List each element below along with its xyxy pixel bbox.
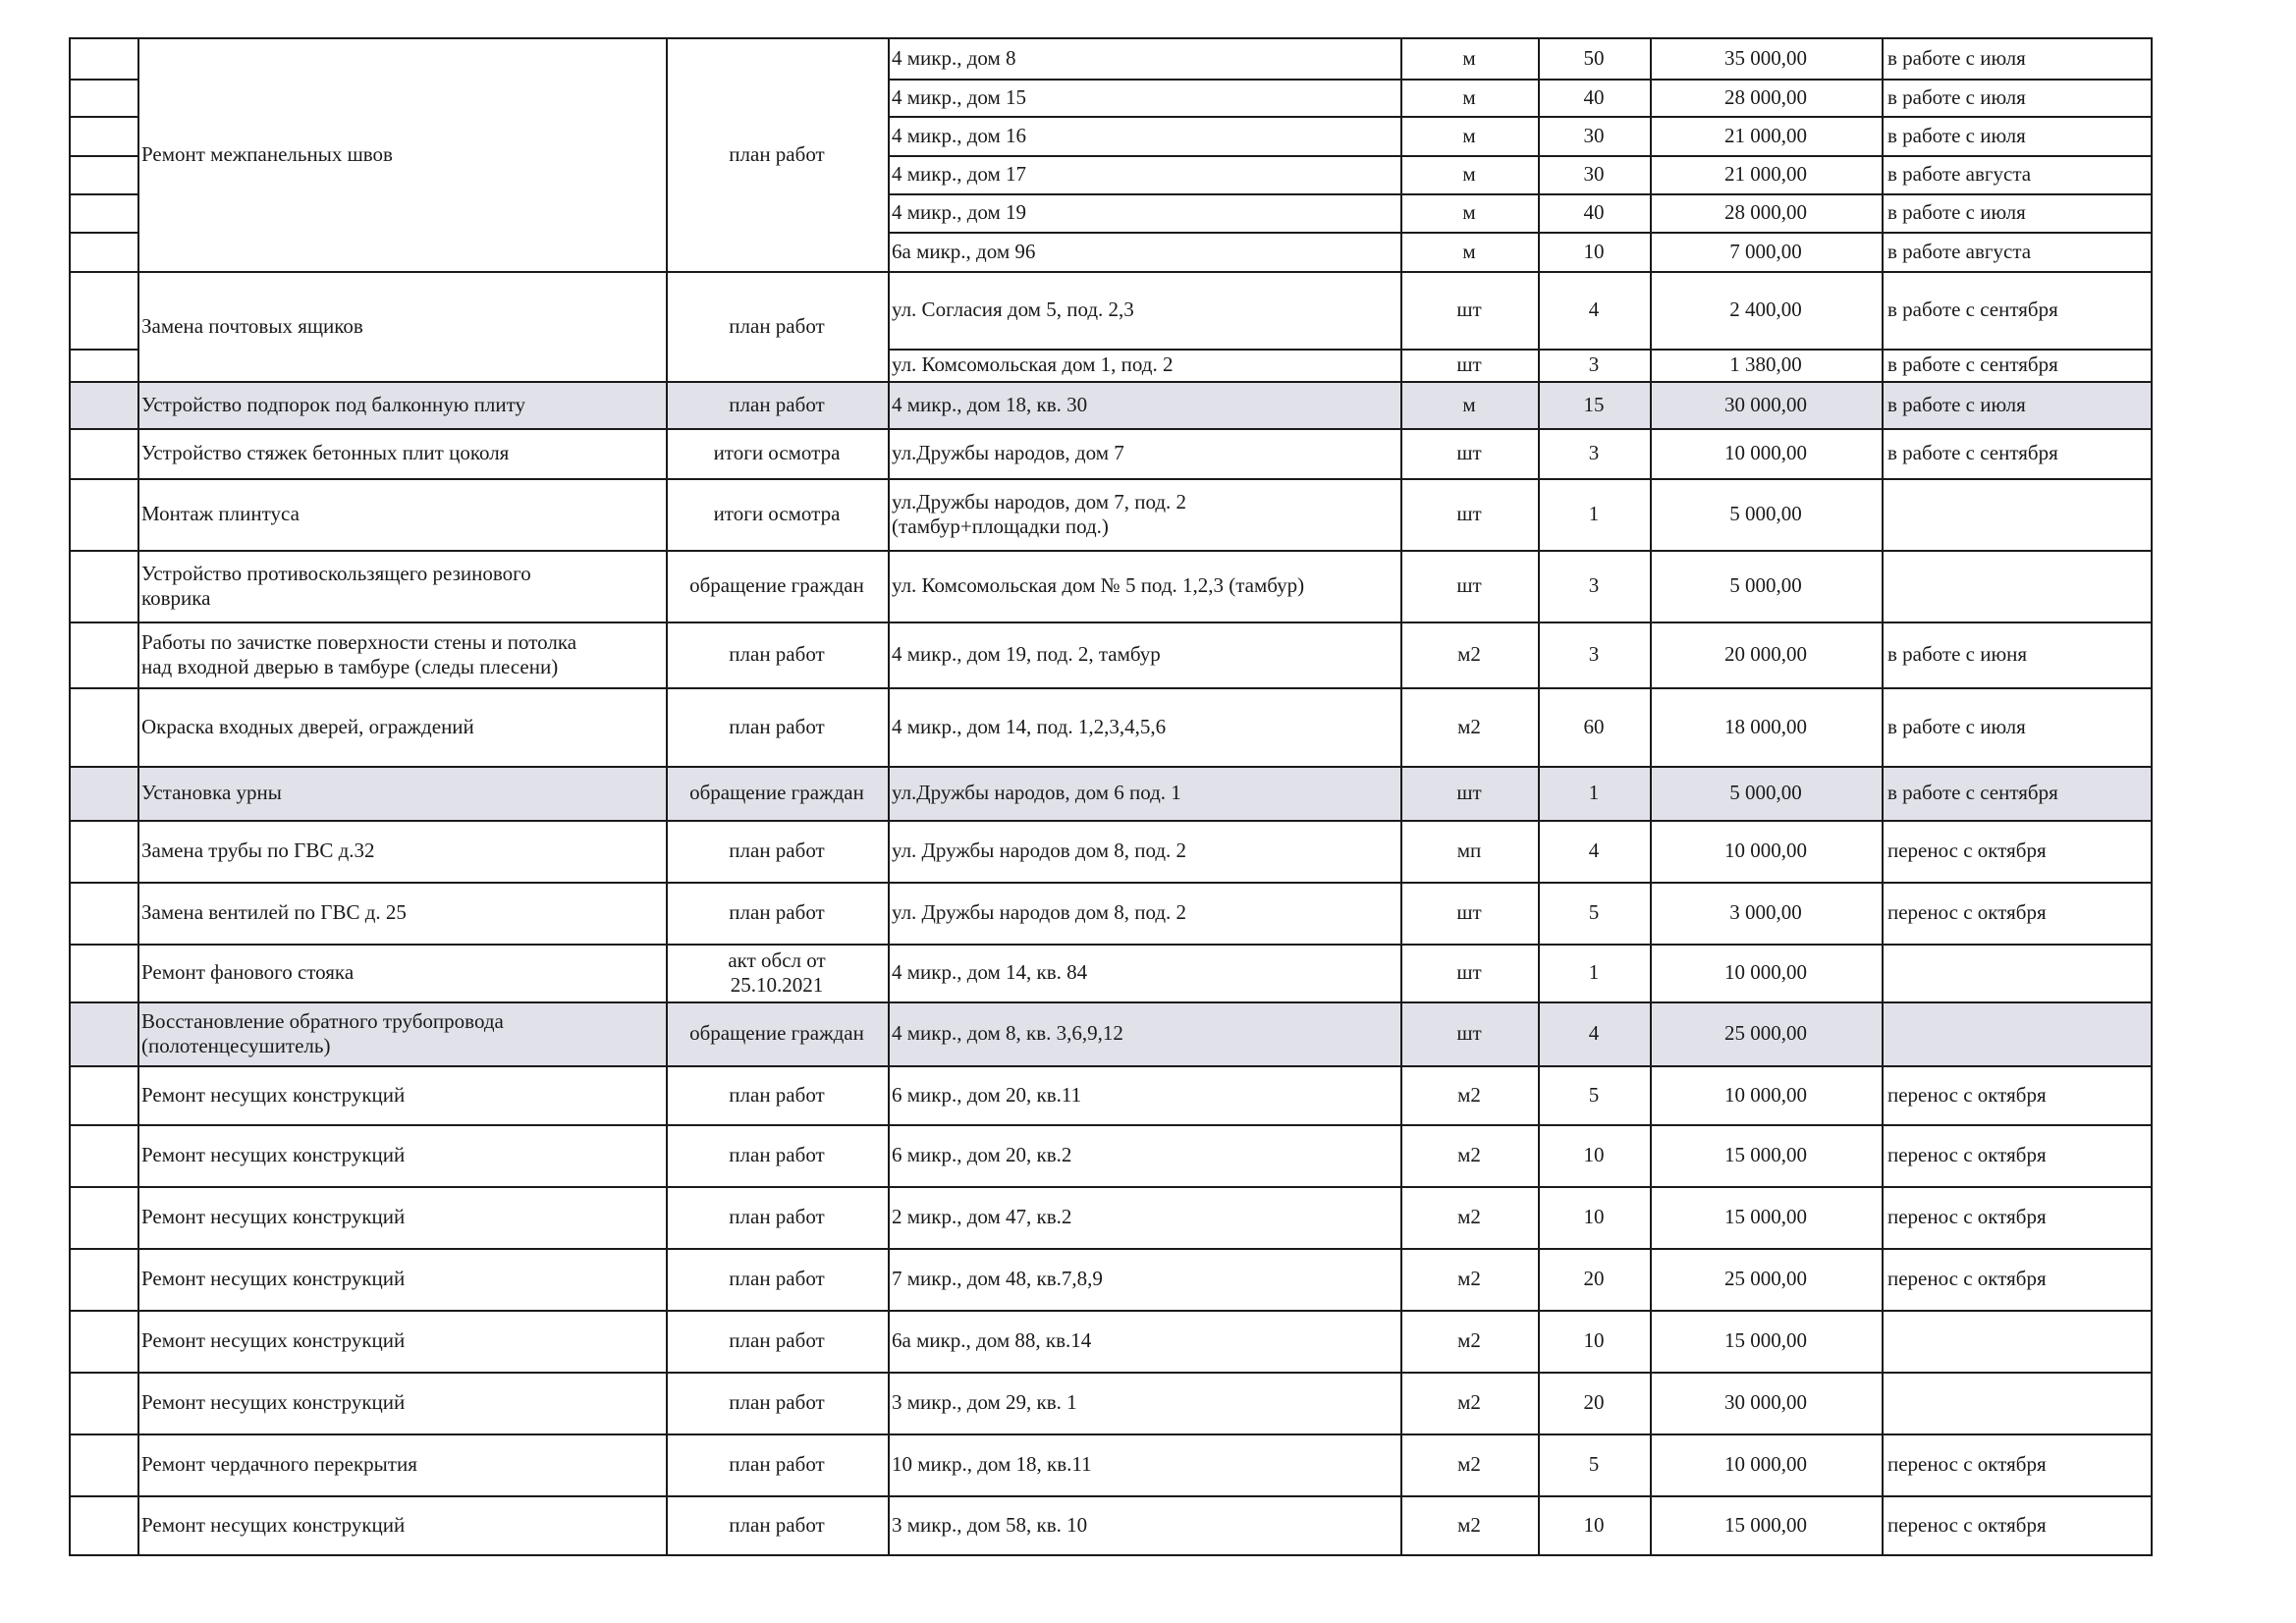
quantity: 10: [1583, 1512, 1605, 1537]
unit: м: [1462, 162, 1476, 186]
table-rule-vertical: [2151, 37, 2153, 1556]
unit: м2: [1457, 642, 1481, 666]
address: 7 микр., дом 48, кв.7,8,9: [892, 1267, 1103, 1290]
group-basis: план работ: [729, 313, 825, 338]
work-basis: план работ: [729, 1390, 825, 1414]
amount: 15 000,00: [1724, 1205, 1807, 1228]
amount: 25 000,00: [1724, 1267, 1807, 1290]
address: 6 микр., дом 20, кв.2: [892, 1143, 1072, 1166]
work-basis: акт обсл от 25.10.2021: [728, 947, 826, 997]
amount: 15 000,00: [1724, 1328, 1807, 1352]
status-note: [1882, 1372, 2151, 1434]
quantity: 10: [1583, 239, 1605, 263]
unit: м2: [1457, 1082, 1481, 1107]
address: 3 микр., дом 29, кв. 1: [892, 1390, 1077, 1414]
address: 4 микр., дом 19, под. 2, тамбур: [892, 642, 1161, 666]
work-basis: обращение граждан: [689, 573, 864, 597]
status-note: перенос с октября: [1887, 1452, 2047, 1476]
unit: м2: [1457, 1390, 1481, 1414]
quantity: 4: [1588, 1021, 1600, 1045]
quantity: 30: [1583, 162, 1605, 186]
address: 4 микр., дом 8: [892, 45, 1016, 70]
work-basis: итоги осмотра: [713, 502, 841, 525]
address: 2 микр., дом 47, кв.2: [892, 1205, 1072, 1228]
unit: м: [1462, 123, 1476, 147]
unit: м: [1462, 84, 1476, 109]
quantity: 20: [1583, 1267, 1605, 1290]
address: 3 микр., дом 58, кв. 10: [892, 1512, 1088, 1537]
work-name: Ремонт несущих конструкций: [141, 1390, 406, 1414]
address: 4 микр., дом 8, кв. 3,6,9,12: [892, 1021, 1123, 1045]
status-note: [1882, 1001, 2151, 1065]
address: 4 микр., дом 14, кв. 84: [892, 960, 1088, 984]
work-name: Ремонт чердачного перекрытия: [141, 1452, 417, 1476]
status-note: в работе с июля: [1887, 714, 2026, 738]
amount: 10 000,00: [1724, 1082, 1807, 1107]
status-note: в работе с июля: [1887, 392, 2026, 416]
unit: м2: [1457, 714, 1481, 738]
amount: 2 400,00: [1729, 298, 1802, 321]
address: 4 микр., дом 18, кв. 30: [892, 392, 1088, 416]
quantity: 10: [1583, 1328, 1605, 1352]
address: 6а микр., дом 88, кв.14: [892, 1328, 1092, 1352]
amount: 5 000,00: [1729, 781, 1802, 804]
quantity: 3: [1588, 352, 1600, 376]
table-rule-horizontal: [69, 79, 137, 81]
work-name: Ремонт несущих конструкций: [141, 1143, 406, 1166]
work-name: Ремонт несущих конструкций: [141, 1328, 406, 1352]
amount: 20 000,00: [1724, 642, 1807, 666]
work-basis: план работ: [729, 900, 825, 924]
quantity: 1: [1588, 781, 1600, 804]
work-name: Установка урны: [141, 781, 282, 804]
group-basis: план работ: [729, 141, 825, 166]
amount: 15 000,00: [1724, 1512, 1807, 1537]
unit: шт: [1456, 781, 1482, 804]
quantity: 3: [1588, 642, 1600, 666]
status-note: в работе с июля: [1887, 200, 2026, 224]
address: 10 микр., дом 18, кв.11: [892, 1452, 1092, 1476]
work-name: Ремонт несущих конструкций: [141, 1205, 406, 1228]
work-basis: план работ: [729, 1512, 825, 1537]
status-note: [1882, 478, 2151, 550]
quantity: 4: [1588, 839, 1600, 862]
table-rule-horizontal: [69, 116, 137, 118]
amount: 35 000,00: [1724, 45, 1807, 70]
work-name: Устройство стяжек бетонных плит цоколя: [141, 441, 510, 464]
work-basis: план работ: [729, 392, 825, 416]
amount: 30 000,00: [1724, 1390, 1807, 1414]
unit: шт: [1456, 441, 1482, 464]
work-name: Замена трубы по ГВС д.32: [141, 839, 375, 862]
address: 4 микр., дом 14, под. 1,2,3,4,5,6: [892, 714, 1167, 738]
amount: 1 380,00: [1729, 352, 1802, 376]
status-note: перенос с октября: [1887, 1082, 2047, 1107]
quantity: 10: [1583, 1205, 1605, 1228]
quantity: 40: [1583, 200, 1605, 224]
unit: м2: [1457, 1267, 1481, 1290]
work-name: Ремонт несущих конструкций: [141, 1267, 406, 1290]
status-note: в работе августа: [1887, 239, 2032, 263]
unit: м: [1462, 200, 1476, 224]
unit: м2: [1457, 1205, 1481, 1228]
status-note: в работе с июля: [1887, 84, 2026, 109]
status-note: в работе с сентября: [1887, 441, 2058, 464]
address: ул.Дружбы народов, дом 7, под. 2 (тамбур+площадки под.): [892, 489, 1187, 538]
amount: 21 000,00: [1724, 162, 1807, 186]
status-note: в работе с сентября: [1887, 352, 2058, 376]
status-note: в работе с сентября: [1887, 298, 2058, 321]
status-note: [1882, 1310, 2151, 1372]
quantity: 60: [1583, 714, 1605, 738]
unit: шт: [1456, 502, 1482, 525]
unit: шт: [1456, 352, 1482, 376]
work-basis: план работ: [729, 714, 825, 738]
address: ул. Дружбы народов дом 8, под. 2: [892, 900, 1187, 924]
quantity: 5: [1588, 1452, 1600, 1476]
group-work-name: Ремонт межпанельных швов: [141, 141, 393, 166]
amount: 30 000,00: [1724, 392, 1807, 416]
quantity: 5: [1588, 1082, 1600, 1107]
table-rule-horizontal: [69, 193, 137, 195]
amount: 28 000,00: [1724, 84, 1807, 109]
quantity: 30: [1583, 123, 1605, 147]
work-basis: план работ: [729, 1328, 825, 1352]
address: ул. Дружбы народов дом 8, под. 2: [892, 839, 1187, 862]
address: ул.Дружбы народов, дом 6 под. 1: [892, 781, 1181, 804]
unit: шт: [1456, 960, 1482, 984]
unit: м2: [1457, 1452, 1481, 1476]
status-note: перенос с октября: [1887, 1143, 2047, 1166]
work-name: Замена вентилей по ГВС д. 25: [141, 900, 407, 924]
address: ул. Комсомольская дом № 5 под. 1,2,3 (тамбур): [892, 573, 1305, 597]
quantity: 10: [1583, 1143, 1605, 1166]
quantity: 1: [1588, 960, 1600, 984]
work-name: Монтаж плинтуса: [141, 502, 300, 525]
work-basis: план работ: [729, 1082, 825, 1107]
quantity: 4: [1588, 298, 1600, 321]
work-name: Работы по зачистке поверхности стены и потолка над входной дверью в тамбуре (следы плесени): [141, 629, 577, 678]
address: 4 микр., дом 16: [892, 123, 1027, 147]
amount: 15 000,00: [1724, 1143, 1807, 1166]
status-note: перенос с октября: [1887, 1205, 2047, 1228]
status-note: [1882, 550, 2151, 622]
work-basis: обращение граждан: [689, 1021, 864, 1045]
quantity: 3: [1588, 441, 1600, 464]
amount: 25 000,00: [1724, 1021, 1807, 1045]
work-name: Устройство противоскользящего резинового коврика: [141, 561, 531, 610]
address: ул. Согласия дом 5, под. 2,3: [892, 298, 1134, 321]
amount: 21 000,00: [1724, 123, 1807, 147]
status-note: в работе с июня: [1887, 642, 2028, 666]
work-name: Окраска входных дверей, ограждений: [141, 714, 474, 738]
amount: 18 000,00: [1724, 714, 1807, 738]
unit: м2: [1457, 1328, 1481, 1352]
unit: м2: [1457, 1143, 1481, 1166]
status-note: перенос с октября: [1887, 900, 2047, 924]
quantity: 50: [1583, 45, 1605, 70]
table-rule-horizontal: [69, 349, 137, 351]
work-name: Ремонт фанового стояка: [141, 960, 355, 984]
table-rule-horizontal: [69, 1554, 2151, 1556]
unit: шт: [1456, 900, 1482, 924]
work-basis: план работ: [729, 1452, 825, 1476]
work-basis: план работ: [729, 1205, 825, 1228]
amount: 5 000,00: [1729, 502, 1802, 525]
amount: 10 000,00: [1724, 1452, 1807, 1476]
work-name: Ремонт несущих конструкций: [141, 1512, 406, 1537]
unit: шт: [1456, 298, 1482, 321]
amount: 3 000,00: [1729, 900, 1802, 924]
work-name: Устройство подпорок под балконную плиту: [141, 392, 526, 416]
work-name: Ремонт несущих конструкций: [141, 1082, 406, 1107]
status-note: в работе августа: [1887, 162, 2032, 186]
work-basis: план работ: [729, 839, 825, 862]
address: 4 микр., дом 15: [892, 84, 1027, 109]
quantity: 15: [1583, 392, 1605, 416]
address: 4 микр., дом 17: [892, 162, 1027, 186]
address: ул.Дружбы народов, дом 7: [892, 441, 1124, 464]
amount: 10 000,00: [1724, 441, 1807, 464]
status-note: в работе с июля: [1887, 123, 2026, 147]
quantity: 40: [1583, 84, 1605, 109]
address: 6 микр., дом 20, кв.11: [892, 1082, 1082, 1107]
quantity: 20: [1583, 1390, 1605, 1414]
status-note: [1882, 944, 2151, 1001]
work-name: Восстановление обратного трубопровода (полотенцесушитель): [141, 1008, 504, 1057]
address: ул. Комсомольская дом 1, под. 2: [892, 352, 1174, 376]
status-note: в работе с июля: [1887, 45, 2026, 70]
unit: шт: [1456, 573, 1482, 597]
unit: м: [1462, 45, 1476, 70]
amount: 5 000,00: [1729, 573, 1802, 597]
table-rule-horizontal: [69, 155, 137, 157]
address: 4 микр., дом 19: [892, 200, 1027, 224]
status-note: перенос с октября: [1887, 1267, 2047, 1290]
work-basis: план работ: [729, 642, 825, 666]
work-basis: обращение граждан: [689, 781, 864, 804]
quantity: 3: [1588, 573, 1600, 597]
amount: 7 000,00: [1729, 239, 1802, 263]
amount: 10 000,00: [1724, 839, 1807, 862]
group-work-name: Замена почтовых ящиков: [141, 313, 363, 338]
status-note: перенос с октября: [1887, 1512, 2047, 1537]
work-basis: итоги осмотра: [713, 441, 841, 464]
unit: м: [1462, 392, 1476, 416]
unit: мп: [1456, 839, 1482, 862]
status-note: в работе с сентября: [1887, 781, 2058, 804]
work-basis: план работ: [729, 1143, 825, 1166]
table-rule-horizontal: [69, 232, 137, 234]
quantity: 5: [1588, 900, 1600, 924]
unit: шт: [1456, 1021, 1482, 1045]
status-note: перенос с октября: [1887, 839, 2047, 862]
work-basis: план работ: [729, 1267, 825, 1290]
unit: м2: [1457, 1512, 1481, 1537]
amount: 10 000,00: [1724, 960, 1807, 984]
amount: 28 000,00: [1724, 200, 1807, 224]
address: 6а микр., дом 96: [892, 239, 1036, 263]
unit: м: [1462, 239, 1476, 263]
table-rule-vertical: [69, 37, 71, 1556]
quantity: 1: [1588, 502, 1600, 525]
